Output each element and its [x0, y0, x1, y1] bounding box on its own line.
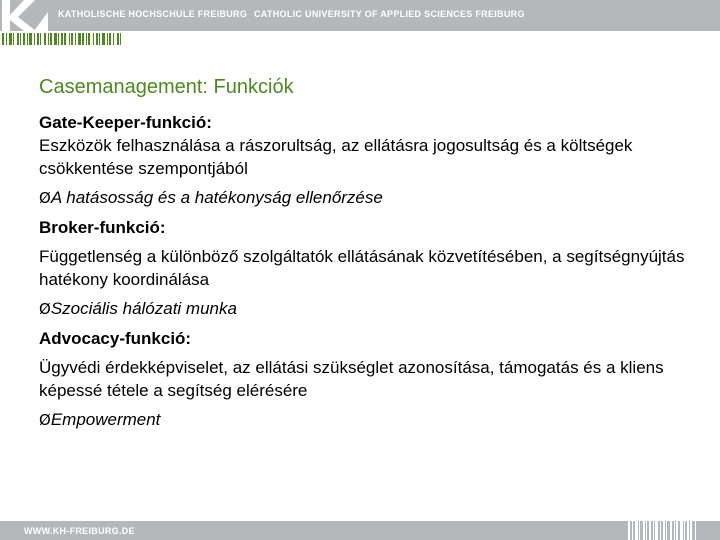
- university-name-english: CATHOLIC UNIVERSITY OF APPLIED SCIENCES FREIBURG: [254, 9, 525, 19]
- section-heading: Gate-Keeper-funkció:: [39, 113, 212, 132]
- section-heading: Broker-funkció:: [39, 218, 166, 237]
- university-logo-icon: [2, 0, 48, 31]
- section-text: Függetlenség a különböző szolgáltatók ellátásának közvetítésében, a segítségnyújtás hatékony koordinálása: [39, 247, 685, 289]
- section-heading: Advocacy-funkció:: [39, 329, 192, 348]
- bullet-text: Szociális hálózati munka: [50, 299, 237, 318]
- slide-content: [39, 111, 689, 432]
- bullet-item: [39, 186, 689, 210]
- section-text: Ügyvédi érdekképviselet, az ellátási szükséglet azonosítása, támogatás és a kliens képessé tétele a segítség elérésére: [39, 358, 664, 400]
- website-url: WWW.KH-FREIBURG.DE: [24, 526, 135, 536]
- bullet-text: Empowerment: [50, 410, 161, 429]
- university-name-german: KATHOLISCHE HOCHSCHULE FREIBURG: [58, 9, 248, 19]
- header-bar: [0, 0, 720, 31]
- section-text: Eszközök felhasználása a rászorultság, az ellátásra jogosultság és a költségek csökkentése szempontjából: [39, 136, 633, 178]
- arrow-bullet-icon: Ø: [39, 189, 51, 207]
- slide-title: Casemanagement: Funkciók: [39, 76, 294, 98]
- arrow-bullet-icon: Ø: [39, 411, 51, 429]
- bullet-item: [39, 297, 689, 321]
- footer-bar: [0, 521, 720, 540]
- footer-barcode-decoration: [620, 521, 720, 540]
- barcode-decoration: [0, 33, 180, 45]
- bullet-text: A hatásosság és a hatékonyság ellenőrzése: [50, 188, 383, 207]
- bullet-item: [39, 408, 689, 432]
- arrow-bullet-icon: Ø: [39, 300, 51, 318]
